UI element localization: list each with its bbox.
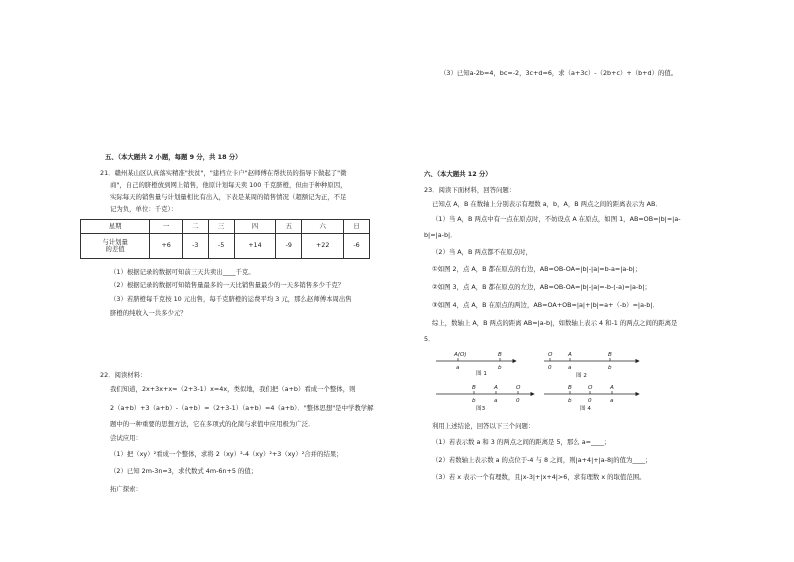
q22-p1: 我们知道，2x+3x+x=（2+3-1）x=4x，类似地，我们把（a+b）看成一个整体，则 (110, 385, 356, 393)
fig4-label-B: B (568, 385, 572, 391)
q23-title: 23．阅读下面材料，回答问题： (424, 186, 516, 194)
section5-heading: 五、（本大题共 2 小题，每题 9 分，共 18 分） (105, 153, 242, 161)
table-cell: -6 (344, 234, 370, 259)
q23-l5: ①如图 2，点 A，B 都在原点的右边，AB=OB-OA=|b|-|a|=b-a=|a-b|； (432, 265, 642, 273)
fig3-label-b: b (472, 398, 476, 404)
q21-sub1: （1）根据记录的数据可知前三天共卖出____千克。 (110, 268, 255, 276)
fig4-label-0: 0 (588, 398, 592, 404)
fig4-label-b: b (568, 398, 572, 404)
q21-line1: 21．赣州某山区认真落实精准"扶贫"，"建档立卡户"赵师傅在帮扶员的指导下做起了"微 (100, 169, 347, 177)
row-label-line1: 与计划量 (102, 237, 128, 246)
fig3-label-a: a (494, 398, 498, 404)
sales-table (80, 219, 370, 259)
q22-s2: （2）已知 2m-3n=3，求代数式 4m-6n+5 的值； (110, 467, 258, 475)
fig1-label-AO: A(O) (454, 352, 467, 358)
table-row (81, 234, 370, 259)
table-cell: +6 (150, 234, 183, 259)
fig1-label-B: B (498, 352, 502, 358)
table-header-cell: 二 (182, 220, 208, 234)
q22-title: 22．阅读材料： (100, 371, 147, 379)
fig3-label-O: O (516, 385, 521, 391)
table-row-label (81, 234, 150, 259)
table-header-cell: 星期 (81, 220, 150, 234)
q20-part3: （3）已知a-2b=4，bc=-2，3c+d=6，求（a+3c）-（2b+c）+（b+d）的值。 (440, 69, 678, 77)
number-line-figures (424, 345, 664, 415)
row-label-line2: 的差值 (105, 245, 125, 253)
fig3-label-0: 0 (516, 398, 520, 404)
table-header-cell: 日 (344, 220, 370, 234)
q23-l3: b|=|a-b|． (424, 231, 457, 239)
q23-l7: ③如图 4，点 A，B 在原点的两边，AB=OA+OB=|a|+|b|=a+（-b）=|a-b|． (432, 301, 659, 309)
fig2-label-0: 0 (548, 365, 552, 371)
q22-p2: 2（a+b）+3（a+b）-（a+b）=（2+3-1）（a+b）=4（a+b）．"整体思想"是中学教学解 (110, 404, 374, 412)
q22-try: 尝试应用： (110, 434, 142, 442)
table-row (81, 220, 370, 234)
fig2-label-a: a (568, 365, 572, 371)
table-cell: -5 (208, 234, 234, 259)
fig3-label-A: A (494, 385, 498, 391)
q23-l1: 已知点 A，B 在数轴上分别表示有理数 a，b，A，B 两点之间的距离表示为 AB． (432, 200, 662, 208)
fig4-label-A: A (610, 385, 614, 391)
fig3-caption: 图3 (476, 406, 486, 412)
q21-sub3a: （3）若脐橙每千克按 10 元出售，每千克脐橙的运费平均 3 元，那么赵师傅本周出售 (110, 295, 352, 303)
section6-heading: 六、（本大题共 12 分） (424, 170, 492, 178)
q22-p3: 题中的一种重要的思想方法，它在多项式的化简与求值中应用极为广泛． (110, 420, 315, 428)
fig1-label-b: b (498, 365, 502, 371)
table-header-cell: 六 (302, 220, 344, 234)
q21-sub2: （2）根据记录的数据可知销售量最多的一天比销售量最少的一天多销售多少千克？ (110, 281, 345, 289)
table-cell: +14 (234, 234, 276, 259)
q21-line3: 实际每天的销售量与计划量相比有出入，下表是某周的销售情况（超额记为正，不足 (110, 193, 347, 201)
q23-l8: 综上，数轴上 A，B 两点的距离 AB=|a-b|，如数轴上表示 4 和-1 的两点之间的距离是 (432, 319, 678, 327)
q23-l4: （2）当 A，B 两点都不在原点时， (432, 248, 532, 256)
q21-line2: 商"，自己的脐橙放到网上销售，他原计划每天卖 100 千克脐橙，但由于种种原因， (110, 181, 347, 189)
fig2-caption: 图 2 (576, 373, 587, 379)
table-header-cell: 四 (234, 220, 276, 234)
q23-u3: （3）若 x 表示一个有理数，且|x-3|+|x+4|>6，求有理数 x 的取值范围。 (432, 473, 646, 481)
q21-sub3b: 脐橙的纯收入一共多少元？ (110, 309, 187, 317)
fig4-caption: 图 4 (580, 406, 591, 412)
figure-4 (544, 385, 639, 412)
figure-3 (436, 385, 534, 412)
q22-ext: 拓广探索： (110, 485, 142, 493)
fig1-caption: 图 1 (476, 371, 487, 377)
table-header-cell: 一 (150, 220, 183, 234)
q23-l9: 5． (424, 335, 435, 343)
q23-u2: （2）若数轴上表示数 a 的点位于-4 与 8 之间，则|a+4|+|a-8|的值为____； (432, 456, 652, 464)
q21-line4: 记为负，单位：千克）： (110, 205, 178, 213)
fig2-label-B: B (608, 352, 612, 358)
fig2-label-A: A (568, 352, 572, 358)
figure-1 (436, 352, 516, 377)
table-header-cell: 三 (208, 220, 234, 234)
fig3-label-B: B (472, 385, 476, 391)
fig1-label-a: a (456, 365, 460, 371)
q23-u1: （1）若表示数 a 和 3 的两点之间的距离是 5，那么 a=____； (432, 438, 611, 446)
q23-l6: ②如图 3，点 A，B 都在原点的左边，AB=OB-OA=|b|-|a|=-b-(-a)=|a-b|； (432, 283, 651, 291)
table-cell: +22 (302, 234, 344, 259)
q22-s1: （1）把（xy）²看成一个整体，求将 2（xy）²-4（xy）²+3（xy）²合并的结果； (110, 450, 343, 458)
fig4-label-O: O (588, 385, 593, 391)
table-cell: -3 (182, 234, 208, 259)
table-header-cell: 五 (276, 220, 302, 234)
table-cell: -9 (276, 234, 302, 259)
q23-use: 利用上述结论，回答以下三个问题： (432, 422, 535, 430)
q23-l2: （1）当 A，B 两点中有一点在原点时，不妨设点 A 在原点，如图 1，AB=OB=|b|=|a- (432, 215, 681, 223)
fig2-label-b: b (608, 365, 612, 371)
fig4-label-a: a (610, 398, 614, 404)
figure-2 (544, 352, 639, 379)
fig2-label-O: O (548, 352, 553, 358)
